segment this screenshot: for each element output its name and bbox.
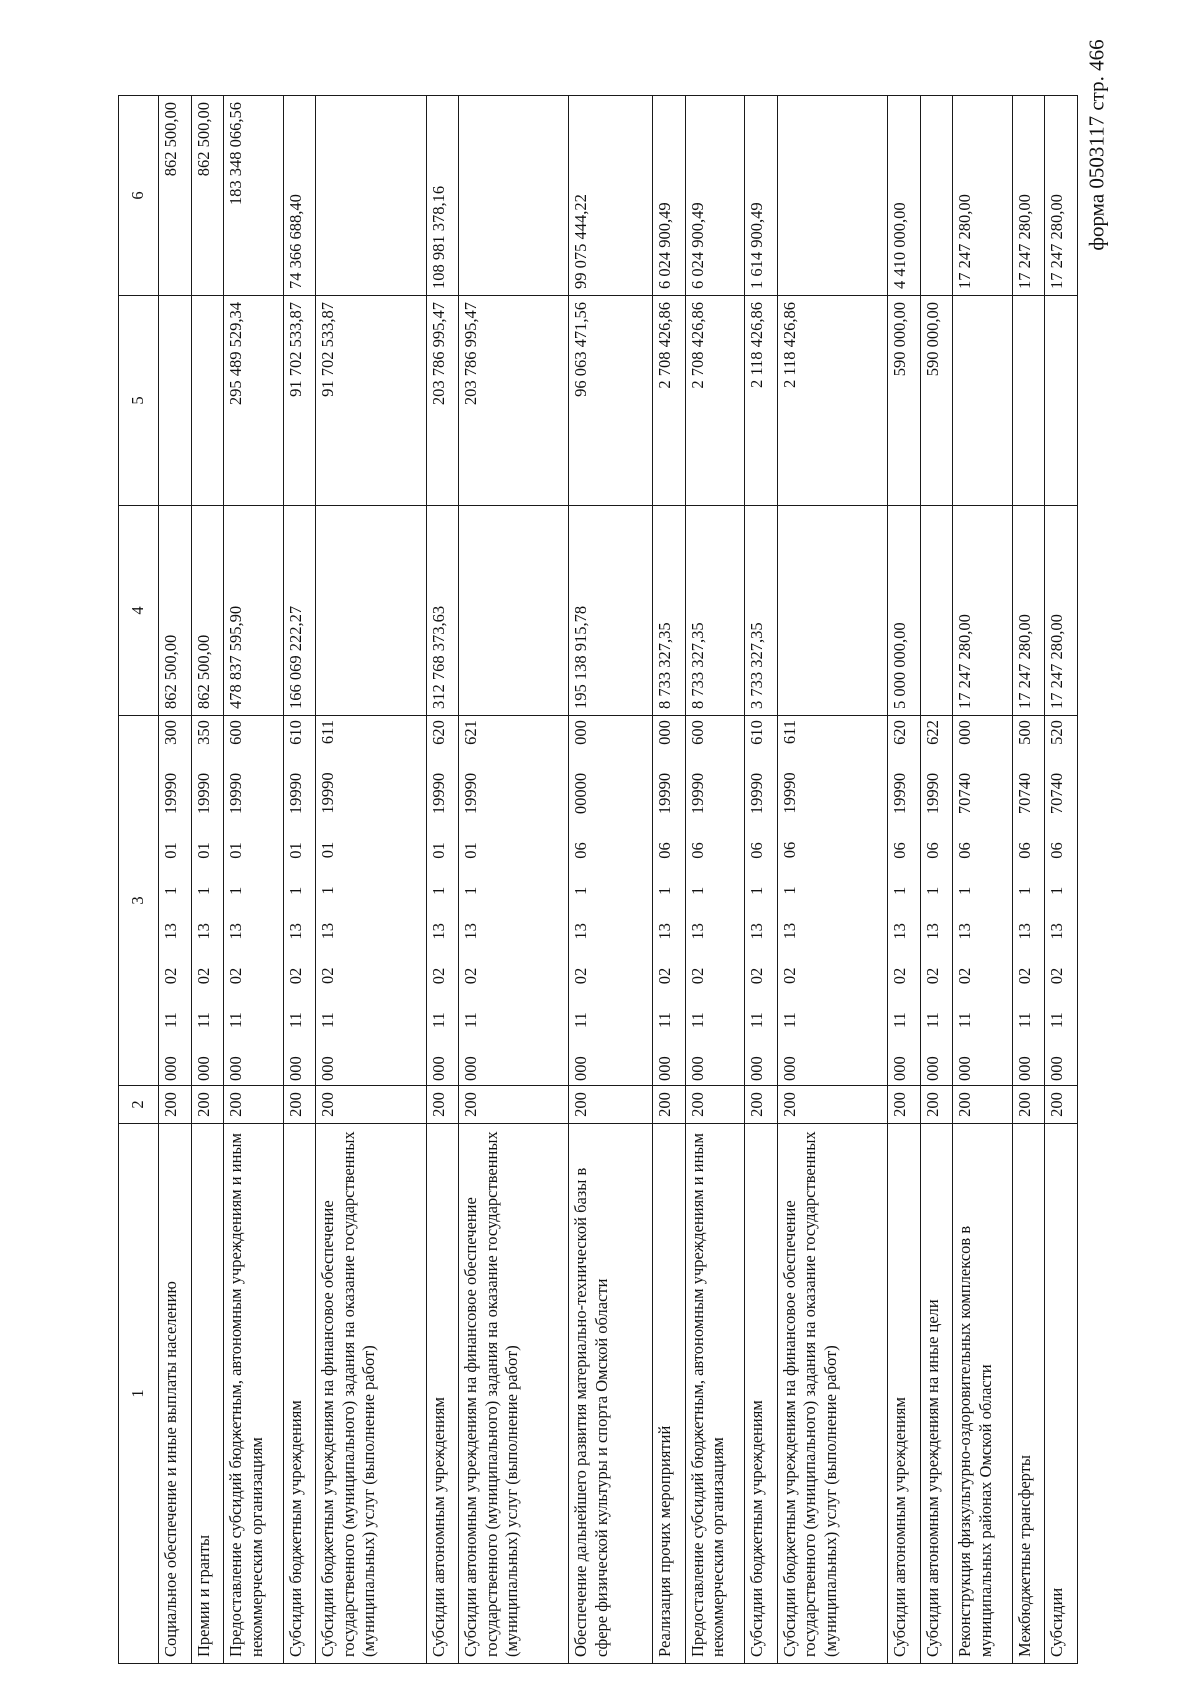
table-row	[569, 96, 653, 1664]
column-header-1: 1	[119, 1124, 159, 1664]
table-row	[745, 96, 778, 1664]
budget-code-segment: 13	[571, 923, 591, 940]
budget-code-segment: 02	[161, 967, 180, 985]
budget-code-segment: 000	[428, 1056, 448, 1081]
budget-code-segment: 02	[687, 967, 707, 985]
budget-code-segments	[286, 720, 306, 1081]
budget-code-segment: 1	[285, 886, 305, 896]
table-row	[777, 96, 887, 1664]
row-executed-amount-cell: 590 000,00	[920, 296, 953, 506]
row-executed-amount-cell: 91 702 533,87	[316, 296, 426, 506]
budget-code-segment: 000	[687, 1056, 707, 1081]
row-line-code-cell: 200	[1012, 1086, 1045, 1124]
row-unexecuted-amount-cell: 17 247 280,00	[1012, 96, 1045, 296]
budget-code-segments	[1047, 720, 1067, 1081]
column-header-5: 5	[119, 296, 159, 506]
row-approved-amount-cell: 478 837 595,90	[224, 506, 283, 716]
budget-code-segment: 02	[1047, 967, 1067, 985]
row-budget-code-cell	[1045, 716, 1078, 1086]
budget-code-segment: 000	[318, 1056, 338, 1081]
budget-code-segment: 13	[1047, 923, 1067, 940]
table-row	[887, 96, 920, 1664]
budget-code-segment: 11	[193, 1012, 213, 1029]
row-line-code-cell: 200	[920, 1086, 953, 1124]
budget-code-segments	[161, 720, 181, 1081]
column-header-4: 4	[119, 506, 159, 716]
budget-code-segment: 11	[779, 1012, 799, 1029]
row-approved-amount-cell: 312 768 373,63	[426, 506, 459, 716]
table-row	[224, 96, 283, 1664]
budget-code-segment: 11	[1014, 1012, 1034, 1029]
budget-code-segments	[747, 720, 767, 1081]
row-budget-code-cell	[745, 716, 778, 1086]
row-approved-amount-cell: 17 247 280,00	[953, 506, 1012, 716]
budget-code-segment: 02	[1014, 967, 1034, 985]
budget-code-segment: 610	[285, 720, 305, 745]
budget-code-segment: 02	[655, 967, 675, 985]
row-budget-code-cell	[777, 716, 887, 1086]
row-name-cell: Субсидии бюджетным учреждениям	[283, 1124, 316, 1664]
row-line-code-cell: 200	[159, 1086, 192, 1124]
row-line-code-cell: 200	[459, 1086, 569, 1124]
budget-code-segments	[923, 720, 943, 1081]
budget-code-segment: 06	[779, 841, 799, 859]
budget-code-segment: 1	[226, 886, 246, 896]
row-approved-amount-cell: 17 247 280,00	[1012, 506, 1045, 716]
row-executed-amount-cell: 295 489 529,34	[224, 296, 283, 506]
budget-code-segment: 19990	[161, 772, 180, 815]
budget-code-segment: 13	[193, 923, 213, 940]
budget-code-segment: 1	[655, 886, 675, 896]
budget-code-segment: 11	[571, 1012, 591, 1029]
form-number-label: форма 0503117 стр. 466	[1084, 39, 1109, 251]
budget-code-segments	[429, 720, 449, 1081]
row-budget-code-cell	[426, 716, 459, 1086]
row-line-code-cell: 200	[224, 1086, 283, 1124]
row-line-code-cell: 200	[887, 1086, 920, 1124]
budget-code-segment: 19990	[687, 772, 707, 815]
budget-code-segment: 600	[226, 720, 246, 745]
budget-code-segment: 70740	[955, 772, 975, 815]
budget-code-segment: 02	[428, 967, 448, 985]
row-budget-code-cell	[920, 716, 953, 1086]
budget-code-segment: 610	[747, 720, 767, 745]
budget-code-segment: 01	[285, 842, 305, 859]
row-unexecuted-amount-cell: 862 500,00	[159, 96, 192, 296]
budget-code-segment: 000	[571, 720, 591, 745]
budget-code-segment: 19990	[318, 772, 338, 814]
row-unexecuted-amount-cell	[920, 96, 953, 296]
budget-code-segment: 13	[285, 923, 305, 940]
budget-code-segment: 11	[461, 1012, 481, 1029]
budget-code-segment: 13	[428, 923, 448, 940]
budget-code-segment: 000	[955, 720, 975, 745]
budget-code-segment: 13	[161, 923, 180, 940]
row-approved-amount-cell	[777, 506, 887, 716]
table-row	[191, 96, 224, 1664]
budget-code-segment: 000	[1047, 1056, 1067, 1081]
budget-code-segment: 19990	[193, 772, 213, 815]
row-executed-amount-cell: 2 708 426,86	[685, 296, 744, 506]
row-approved-amount-cell: 17 247 280,00	[1045, 506, 1078, 716]
budget-code-segment: 01	[318, 841, 338, 859]
row-executed-amount-cell: 590 000,00	[887, 296, 920, 506]
table-row	[316, 96, 426, 1664]
row-name-cell: Реконструкция физкультурно-оздоровительных комплексов в муниципальных районах Омской области	[953, 1124, 1012, 1664]
budget-code-segment: 02	[226, 967, 246, 985]
budget-code-segment: 000	[571, 1056, 591, 1081]
expenditure-table	[118, 95, 1078, 1664]
row-budget-code-cell	[191, 716, 224, 1086]
row-approved-amount-cell	[459, 506, 569, 716]
budget-code-segment: 02	[955, 967, 975, 985]
budget-code-segment: 70740	[1047, 772, 1067, 815]
row-line-code-cell: 200	[283, 1086, 316, 1124]
row-approved-amount-cell: 195 138 915,78	[569, 506, 653, 716]
budget-code-segment: 06	[955, 842, 975, 859]
budget-code-segment: 02	[285, 967, 305, 985]
row-executed-amount-cell	[159, 296, 192, 506]
row-unexecuted-amount-cell: 6 024 900,49	[653, 96, 686, 296]
budget-code-segment: 000	[193, 1056, 213, 1081]
budget-code-segment: 000	[922, 1056, 942, 1081]
budget-code-segment: 01	[161, 842, 180, 859]
row-unexecuted-amount-cell: 17 247 280,00	[953, 96, 1012, 296]
budget-code-segment: 19990	[889, 772, 909, 815]
budget-code-segment: 02	[193, 967, 213, 985]
budget-code-segment: 611	[318, 720, 338, 745]
row-approved-amount-cell: 166 069 222,27	[283, 506, 316, 716]
budget-code-segment: 1	[1014, 886, 1034, 896]
budget-code-segment: 1	[461, 886, 481, 896]
budget-code-segment: 13	[747, 923, 767, 940]
row-unexecuted-amount-cell: 108 981 378,16	[426, 96, 459, 296]
budget-code-segment: 02	[318, 967, 338, 985]
row-approved-amount-cell	[316, 506, 426, 716]
budget-code-segment: 000	[747, 1056, 767, 1081]
row-budget-code-cell	[283, 716, 316, 1086]
row-budget-code-cell	[459, 716, 569, 1086]
row-approved-amount-cell: 8 733 327,35	[685, 506, 744, 716]
budget-code-segment: 06	[889, 842, 909, 859]
row-executed-amount-cell: 203 786 995,47	[426, 296, 459, 506]
row-budget-code-cell	[685, 716, 744, 1086]
budget-code-segment: 13	[889, 923, 909, 940]
budget-code-segment: 11	[1047, 1012, 1067, 1029]
budget-code-segment: 1	[161, 886, 180, 896]
budget-code-segments	[1015, 720, 1035, 1081]
budget-code-segment: 02	[922, 967, 942, 985]
row-budget-code-cell	[159, 716, 192, 1086]
row-executed-amount-cell	[953, 296, 1012, 506]
budget-code-segments	[318, 720, 338, 1081]
budget-code-segment: 11	[285, 1012, 305, 1029]
row-name-cell: Межбюджетные трансферты	[1012, 1124, 1045, 1664]
column-header-3: 3	[119, 716, 159, 1086]
table-row	[426, 96, 459, 1664]
table-row	[1045, 96, 1078, 1664]
budget-code-segment: 01	[226, 842, 246, 859]
budget-code-segments	[780, 720, 800, 1081]
budget-code-segment: 620	[428, 720, 448, 745]
budget-code-segment: 000	[1014, 1056, 1034, 1081]
budget-code-segment: 06	[655, 842, 675, 859]
row-approved-amount-cell: 862 500,00	[191, 506, 224, 716]
row-name-cell: Субсидии автономным учреждениям	[887, 1124, 920, 1664]
budget-code-segments	[655, 720, 675, 1081]
table-body	[159, 96, 1078, 1664]
budget-code-segments	[890, 720, 910, 1081]
column-header-2: 2	[119, 1086, 159, 1124]
budget-code-segments	[571, 720, 591, 1081]
rotated-table-frame	[118, 96, 1078, 1664]
table-row	[459, 96, 569, 1664]
row-name-cell: Социальное обеспечение и иные выплаты населению	[159, 1124, 192, 1664]
form-header	[1082, 30, 1112, 260]
row-name-cell: Предоставление субсидий бюджетным, автономным учреждениям и иным некоммерческим организациям	[685, 1124, 744, 1664]
budget-code-segment: 1	[955, 886, 975, 896]
row-budget-code-cell	[953, 716, 1012, 1086]
budget-code-segments	[226, 720, 246, 1081]
budget-code-segment: 02	[461, 967, 481, 985]
budget-code-segment: 19990	[226, 772, 246, 815]
row-executed-amount-cell: 2 118 426,86	[777, 296, 887, 506]
budget-code-segment: 02	[779, 967, 799, 985]
budget-code-segment: 13	[226, 923, 246, 940]
budget-code-segment: 500	[1014, 720, 1034, 745]
row-name-cell: Обеспечение дальнейшего развития материально-технической базы в сфере физической культуры и спорта Омской области	[569, 1124, 653, 1664]
table-row	[953, 96, 1012, 1664]
budget-code-segment: 00000	[571, 772, 591, 815]
row-unexecuted-amount-cell	[777, 96, 887, 296]
budget-code-segments	[688, 720, 708, 1081]
budget-code-segment: 1	[779, 886, 799, 895]
budget-code-segment: 06	[922, 842, 942, 859]
budget-code-segment: 19990	[428, 772, 448, 815]
row-name-cell: Субсидии бюджетным учреждениям на финансовое обеспечение государственного (муниципального) задания на оказание государственных (муниципальных) услуг (выполнение работ)	[777, 1124, 887, 1664]
table-row	[920, 96, 953, 1664]
budget-code-segment: 600	[687, 720, 707, 745]
row-executed-amount-cell	[191, 296, 224, 506]
row-executed-amount-cell: 2 708 426,86	[653, 296, 686, 506]
budget-code-segment: 1	[889, 886, 909, 896]
budget-code-segment: 622	[922, 720, 942, 745]
budget-code-segment: 1	[318, 886, 338, 895]
row-budget-code-cell	[653, 716, 686, 1086]
budget-code-segment: 13	[955, 923, 975, 940]
table-row	[159, 96, 192, 1664]
budget-code-segment: 000	[461, 1056, 481, 1081]
budget-code-segment: 19990	[461, 772, 481, 815]
budget-code-segment: 11	[318, 1012, 338, 1029]
row-unexecuted-amount-cell: 183 348 066,56	[224, 96, 283, 296]
row-unexecuted-amount-cell	[459, 96, 569, 296]
table-row	[1012, 96, 1045, 1664]
header-row	[119, 96, 159, 1664]
budget-code-segment: 1	[687, 886, 707, 896]
budget-code-segment: 11	[955, 1012, 975, 1029]
budget-code-segment: 000	[655, 720, 675, 745]
budget-code-segment: 11	[161, 1012, 180, 1029]
budget-code-segment: 11	[687, 1012, 707, 1029]
row-budget-code-cell	[224, 716, 283, 1086]
budget-code-segment: 19990	[922, 772, 942, 815]
table-row	[685, 96, 744, 1664]
row-line-code-cell: 200	[953, 1086, 1012, 1124]
budget-code-segment: 350	[193, 720, 213, 745]
row-unexecuted-amount-cell: 4 410 000,00	[887, 96, 920, 296]
row-executed-amount-cell	[1012, 296, 1045, 506]
report-table-container	[118, 96, 1078, 1664]
row-approved-amount-cell: 5 000 000,00	[887, 506, 920, 716]
budget-code-segment: 000	[779, 1056, 799, 1081]
budget-code-segment: 1	[922, 886, 942, 896]
row-unexecuted-amount-cell: 74 366 688,40	[283, 96, 316, 296]
budget-code-segment: 1	[571, 886, 591, 896]
budget-code-segment: 620	[889, 720, 909, 745]
budget-code-segment: 13	[687, 923, 707, 940]
row-name-cell: Субсидии бюджетным учреждениям	[745, 1124, 778, 1664]
table-row	[653, 96, 686, 1664]
row-unexecuted-amount-cell	[316, 96, 426, 296]
row-budget-code-cell	[1012, 716, 1045, 1086]
row-line-code-cell: 200	[569, 1086, 653, 1124]
budget-code-segment: 000	[161, 1056, 180, 1081]
budget-code-segment: 06	[1014, 842, 1034, 859]
budget-code-segment: 02	[889, 967, 909, 985]
budget-code-segment: 611	[779, 720, 799, 745]
table-row	[283, 96, 316, 1664]
budget-code-segment: 19990	[779, 772, 799, 814]
budget-code-segment: 621	[461, 720, 481, 745]
budget-code-segment: 11	[655, 1012, 675, 1029]
row-line-code-cell: 200	[1045, 1086, 1078, 1124]
budget-code-segment: 13	[655, 923, 675, 940]
row-budget-code-cell	[569, 716, 653, 1086]
budget-code-segment: 11	[226, 1012, 246, 1029]
budget-code-segments	[461, 720, 481, 1081]
row-line-code-cell: 200	[777, 1086, 887, 1124]
budget-code-segment: 01	[428, 842, 448, 859]
row-executed-amount-cell: 203 786 995,47	[459, 296, 569, 506]
row-unexecuted-amount-cell: 6 024 900,49	[685, 96, 744, 296]
row-line-code-cell: 200	[653, 1086, 686, 1124]
budget-code-segment: 300	[161, 720, 180, 745]
budget-code-segment: 13	[922, 923, 942, 940]
row-unexecuted-amount-cell: 99 075 444,22	[569, 96, 653, 296]
row-name-cell: Субсидии бюджетным учреждениям на финансовое обеспечение государственного (муниципального) задания на оказание государственных (муниципальных) услуг (выполнение работ)	[316, 1124, 426, 1664]
budget-code-segment: 01	[193, 842, 213, 859]
budget-code-segment: 06	[747, 842, 767, 859]
row-name-cell: Субсидии автономным учреждениям на финансовое обеспечение государственного (муниципального) задания на оказание государственных (муниципальных) услуг (выполнение работ)	[459, 1124, 569, 1664]
budget-code-segment: 1	[747, 886, 767, 896]
row-budget-code-cell	[887, 716, 920, 1086]
budget-code-segment: 13	[318, 922, 338, 940]
budget-code-segments	[955, 720, 975, 1081]
budget-code-segment: 06	[1047, 842, 1067, 859]
row-name-cell: Субсидии	[1045, 1124, 1078, 1664]
budget-code-segment: 13	[461, 923, 481, 940]
budget-code-segment: 02	[571, 967, 591, 985]
row-approved-amount-cell	[920, 506, 953, 716]
budget-code-segment: 13	[1014, 923, 1034, 940]
budget-code-segment: 70740	[1014, 772, 1034, 815]
row-line-code-cell: 200	[191, 1086, 224, 1124]
budget-code-segment: 000	[285, 1056, 305, 1081]
row-line-code-cell: 200	[685, 1086, 744, 1124]
row-unexecuted-amount-cell: 862 500,00	[191, 96, 224, 296]
row-approved-amount-cell: 3 733 327,35	[745, 506, 778, 716]
row-approved-amount-cell: 8 733 327,35	[653, 506, 686, 716]
budget-code-segment: 11	[889, 1012, 909, 1029]
row-line-code-cell: 200	[316, 1086, 426, 1124]
budget-code-segment: 11	[428, 1012, 448, 1029]
row-name-cell: Реализация прочих мероприятий	[653, 1124, 686, 1664]
row-name-cell: Субсидии автономным учреждениям	[426, 1124, 459, 1664]
budget-code-segment: 000	[955, 1056, 975, 1081]
budget-code-segment: 19990	[285, 772, 305, 815]
row-name-cell: Субсидии автономным учреждениям на иные цели	[920, 1124, 953, 1664]
budget-code-segment: 19990	[747, 772, 767, 815]
budget-code-segment: 19990	[655, 772, 675, 815]
column-header-6: 6	[119, 96, 159, 296]
row-line-code-cell: 200	[745, 1086, 778, 1124]
budget-code-segment: 11	[922, 1012, 942, 1029]
budget-code-segment: 11	[747, 1012, 767, 1029]
row-approved-amount-cell: 862 500,00	[159, 506, 192, 716]
row-executed-amount-cell: 2 118 426,86	[745, 296, 778, 506]
row-unexecuted-amount-cell: 1 614 900,49	[745, 96, 778, 296]
budget-code-segment: 000	[889, 1056, 909, 1081]
row-executed-amount-cell: 91 702 533,87	[283, 296, 316, 506]
budget-code-segment: 1	[428, 886, 448, 896]
budget-code-segment: 1	[193, 886, 213, 896]
row-unexecuted-amount-cell: 17 247 280,00	[1045, 96, 1078, 296]
budget-code-segment: 000	[655, 1056, 675, 1081]
budget-code-segment: 1	[1047, 886, 1067, 896]
budget-code-segment: 01	[461, 842, 481, 859]
row-executed-amount-cell	[1045, 296, 1078, 506]
budget-code-segments	[194, 720, 214, 1081]
budget-code-segment: 06	[687, 842, 707, 859]
budget-code-segment: 13	[779, 922, 799, 940]
budget-code-segment: 000	[226, 1056, 246, 1081]
row-budget-code-cell	[316, 716, 426, 1086]
row-executed-amount-cell: 96 063 471,56	[569, 296, 653, 506]
budget-code-segment: 02	[747, 967, 767, 985]
row-line-code-cell: 200	[426, 1086, 459, 1124]
budget-code-segment: 520	[1047, 720, 1067, 745]
budget-code-segment: 06	[571, 842, 591, 859]
row-name-cell: Предоставление субсидий бюджетным, автономным учреждениям и иным некоммерческим организациям	[224, 1124, 283, 1664]
row-name-cell: Премии и гранты	[191, 1124, 224, 1664]
